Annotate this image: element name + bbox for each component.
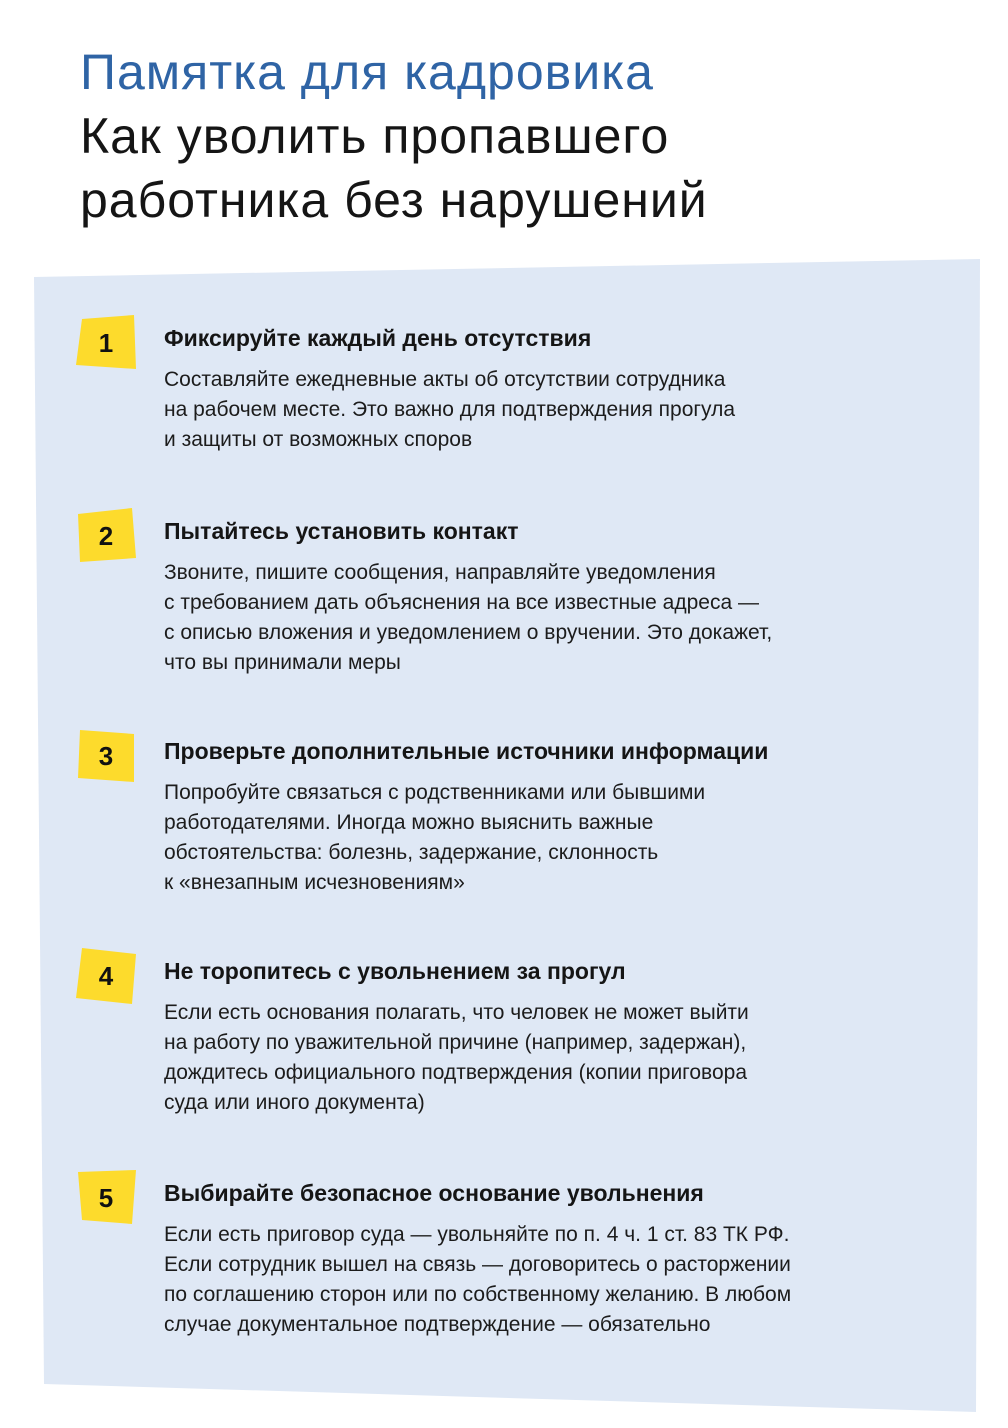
step-text-line: с требованием дать объяснения на все известные адреса — <box>164 591 759 614</box>
step-text-line: случае документальное подтверждение — обязательно <box>164 1313 711 1336</box>
step-text-line: и защиты от возможных споров <box>164 428 473 451</box>
step-text-line: Звоните, пишите сообщения, направляйте уведомления <box>164 561 716 584</box>
header <box>80 40 960 232</box>
step-text-line: обстоятельства: болезнь, задержание, склонность <box>164 841 659 864</box>
step-number-badge <box>76 728 138 784</box>
step-number: 2 <box>98 521 114 551</box>
step-text-line: на работу по уважительной причине (например, задержан), <box>164 1031 747 1054</box>
step-text-line: дождитесь официального подтверждения (копии приговора <box>164 1061 748 1084</box>
step-number-badge <box>76 1170 138 1226</box>
page-title-line-1: Как уволить пропавшего <box>80 108 670 164</box>
step-text-line: Составляйте ежедневные акты об отсутствии сотрудника <box>164 368 726 391</box>
step-text-line: что вы принимали меры <box>164 651 401 674</box>
step-number: 1 <box>98 328 114 358</box>
step-description <box>164 998 924 1118</box>
page-subtitle: Памятка для кадровика <box>80 44 654 100</box>
step-text-line: по соглашению сторон или по собственному желанию. В любом <box>164 1283 792 1306</box>
step-title: Пытайтесь установить контакт <box>164 518 519 544</box>
step-title: Проверьте дополнительные источники информации <box>164 738 769 764</box>
step-text-line: Попробуйте связаться с родственниками или бывшими <box>164 781 706 804</box>
step-number-badge <box>76 948 138 1004</box>
step-text-line: суда или иного документа) <box>164 1091 425 1114</box>
page-title-line-2: работника без нарушений <box>80 172 708 228</box>
step-description <box>164 778 924 898</box>
step-number-badge <box>76 508 138 564</box>
step-description <box>164 1220 924 1340</box>
step-text-line: Если есть приговор суда — увольняйте по п. 4 ч. 1 ст. 83 ТК РФ. <box>164 1223 790 1246</box>
step-title: Не торопитесь с увольнением за прогул <box>164 958 626 984</box>
step-text-line: Если сотрудник вышел на связь — договоритесь о расторжении <box>164 1253 791 1276</box>
step-title: Фиксируйте каждый день отсутствия <box>164 325 592 351</box>
step-title: Выбирайте безопасное основание увольнения <box>164 1180 704 1206</box>
step-text-line: Если есть основания полагать, что человек не может выйти <box>164 1001 749 1024</box>
step-number: 3 <box>98 741 114 771</box>
step-number: 4 <box>98 961 114 991</box>
step-text-line: к «внезапным исчезновениям» <box>164 871 465 894</box>
step-text-line: на рабочем месте. Это важно для подтверждения прогула <box>164 398 736 421</box>
step-number: 5 <box>98 1183 114 1213</box>
step-description <box>164 365 924 455</box>
step-text-line: работодателями. Иногда можно выяснить важные <box>164 811 654 834</box>
step-description <box>164 558 924 678</box>
step-text-line: с описью вложения и уведомлением о вручении. Это докажет, <box>164 621 773 644</box>
step-number-badge <box>76 315 138 371</box>
